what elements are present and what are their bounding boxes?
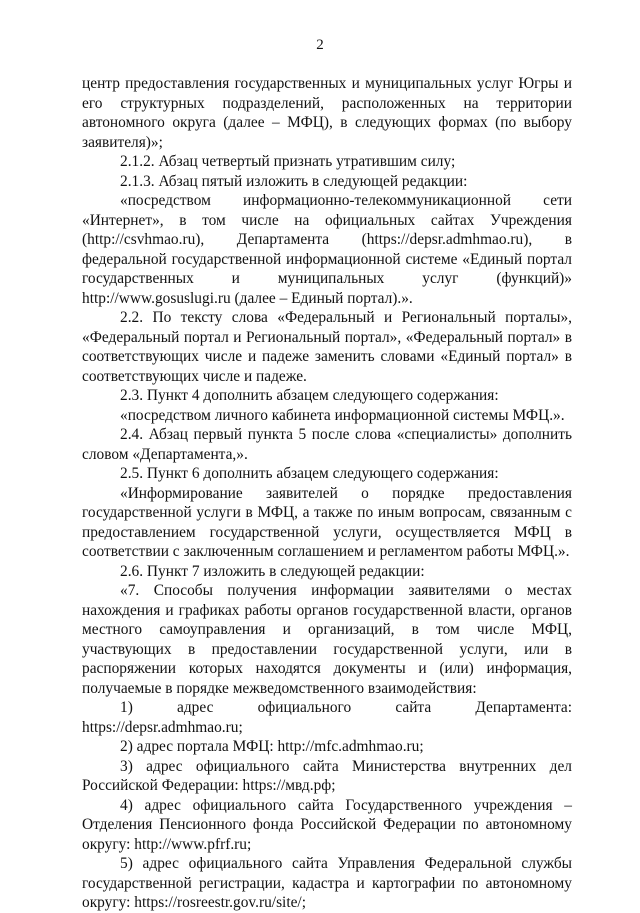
paragraph-2-5: 2.5. Пункт 6 дополнить абзацем следующего содержания: — [120, 465, 499, 482]
paragraph-2-3: 2.3. Пункт 4 дополнить абзацем следующего содержания: — [120, 387, 499, 404]
paragraph-item-7: «7. Способы получения информации заявителями о местах нахождения и графиках работы органов государственной власти, органов местного самоуправления и организаций, в том числе МФЦ, участвующих в предоставлении государственной услуги, или в распоряжении которых находятся документы и (или) информация, получаемые в порядке межведомственного взаимодействия: — [82, 582, 572, 697]
paragraph-mfc-cabinet-quote: «посредством личного кабинета информационной системы МФЦ.». — [120, 406, 565, 424]
paragraph-2-1-2: 2.1.2. Абзац четвертый признать утратившим силу; — [120, 153, 456, 170]
paragraph-2-6: 2.6. Пункт 7 изложить в следующей редакции: — [120, 562, 425, 580]
paragraph-intro-continuation: центр предоставления государственных и муниципальных услуг Югры и его структурных подразделений, расположенных на территории автономного округа (далее – МФЦ), в следующих формах (по выбору заявителя)»; — [82, 75, 572, 151]
paragraph-internet-quote: «посредством информационно-телекоммуникационной сети «Интернет», в том числе на официальных сайтах Учреждения (http://csvhmao.ru), Департамента (https://depsr.admhmao.ru), в федеральной государственной информационной системе «Единый портал государственных и муниципальных услуг (функций)» http://www.gosuslugi.ru (далее – Единый портал).». — [82, 192, 572, 307]
list-item-5: 5) адрес официального сайта Управления Федеральной службы государственной регистрации, кадастра и картографии по автономному округу: https://rosreestr.gov.ru/site/; — [82, 855, 572, 911]
document-body — [82, 74, 572, 913]
paragraph-2-2: 2.2. По тексту слова «Федеральный и Региональный порталы», «Федеральный портал и Региональный портал», «Федеральный портал» в соответствующих числе и падеже заменить словами «Единый портал» в соответствующих числе и падеже. — [82, 309, 572, 385]
page-number: 2 — [316, 37, 324, 53]
list-item-4: 4) адрес официального сайта Государственного учреждения – Отделения Пенсионного фонда Российской Федерации по автономному округу: http://www.pfrf.ru; — [82, 796, 572, 853]
paragraph-informing-quote: «Информирование заявителей о порядке предоставления государственной услуги в МФЦ, а также по иным вопросам, связанным с предоставлением государственной услуги, осуществляется МФЦ в соответствии с заключенным соглашением и регламентом работы МФЦ.». — [82, 484, 572, 560]
paragraph-2-4: 2.4. Абзац первый пункта 5 после слова «специалисты» дополнить словом «Департамента,». — [82, 426, 572, 463]
list-item-3: 3) адрес официального сайта Министерства внутренних дел Российской Федерации: https://мвд.рф; — [82, 757, 572, 794]
list-item-1: 1) адрес официального сайта Департамента: https://depsr.admhmao.ru; — [82, 699, 572, 736]
list-item-2: 2) адрес портала МФЦ: http://mfc.admhmao.ru; — [120, 738, 424, 755]
paragraph-2-1-3: 2.1.3. Абзац пятый изложить в следующей редакции: — [120, 172, 468, 190]
